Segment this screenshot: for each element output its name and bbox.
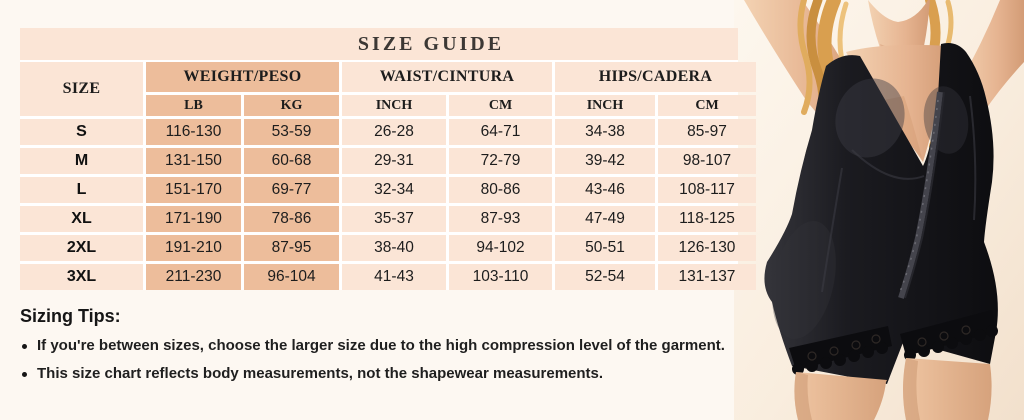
sizing-tips xyxy=(20,306,725,393)
row-3xl-size: 3XL xyxy=(20,264,143,290)
row-xl-hips-inch: 47-49 xyxy=(555,206,655,232)
page-title: SIZE GUIDE xyxy=(357,32,505,55)
row-s-lb: 116-130 xyxy=(146,119,241,145)
row-xl-hips-cm: 118-125 xyxy=(658,206,756,232)
row-l-hips-inch: 43-46 xyxy=(555,177,655,203)
size-guide-title-band xyxy=(20,28,738,60)
row-2xl-waist-inch: 38-40 xyxy=(342,235,446,261)
row-m-hips-inch: 39-42 xyxy=(555,148,655,174)
col-header-hips-cm: CM xyxy=(658,95,756,116)
row-xl-kg: 78-86 xyxy=(244,206,339,232)
row-l-waist-cm: 80-86 xyxy=(449,177,552,203)
row-s-size: S xyxy=(20,119,143,145)
row-xl-lb: 171-190 xyxy=(146,206,241,232)
col-group-waist: WAIST/CINTURA xyxy=(342,62,552,92)
size-guide-table xyxy=(20,28,738,290)
row-3xl-waist-cm: 103-110 xyxy=(449,264,552,290)
row-3xl-hips-inch: 52-54 xyxy=(555,264,655,290)
size-table-grid xyxy=(20,62,738,290)
row-xl-waist-cm: 87-93 xyxy=(449,206,552,232)
row-2xl-lb: 191-210 xyxy=(146,235,241,261)
model-photo xyxy=(734,0,1024,420)
row-m-waist-cm: 72-79 xyxy=(449,148,552,174)
row-2xl-size: 2XL xyxy=(20,235,143,261)
col-header-hips-inch: INCH xyxy=(555,95,655,116)
tip-text-1: If you're between sizes, choose the larger size due to the high compression level of the garment. xyxy=(37,337,725,354)
row-m-waist-inch: 29-31 xyxy=(342,148,446,174)
row-xl-waist-inch: 35-37 xyxy=(342,206,446,232)
row-m-hips-cm: 98-107 xyxy=(658,148,756,174)
row-m-kg: 60-68 xyxy=(244,148,339,174)
col-group-weight: WEIGHT/PESO xyxy=(146,62,339,92)
row-l-kg: 69-77 xyxy=(244,177,339,203)
row-l-size: L xyxy=(20,177,143,203)
row-3xl-waist-inch: 41-43 xyxy=(342,264,446,290)
row-s-waist-cm: 64-71 xyxy=(449,119,552,145)
model-illustration xyxy=(734,0,1024,420)
tip-item-2 xyxy=(20,364,725,384)
row-3xl-kg: 96-104 xyxy=(244,264,339,290)
col-header-lb: LB xyxy=(146,95,241,116)
row-2xl-waist-cm: 94-102 xyxy=(449,235,552,261)
row-s-kg: 53-59 xyxy=(244,119,339,145)
row-2xl-kg: 87-95 xyxy=(244,235,339,261)
row-m-lb: 131-150 xyxy=(146,148,241,174)
row-s-hips-inch: 34-38 xyxy=(555,119,655,145)
row-l-waist-inch: 32-34 xyxy=(342,177,446,203)
row-xl-size: XL xyxy=(20,206,143,232)
row-3xl-hips-cm: 131-137 xyxy=(658,264,756,290)
bullet-icon xyxy=(22,372,27,377)
col-header-kg: KG xyxy=(244,95,339,116)
col-group-hips: HIPS/CADERA xyxy=(555,62,756,92)
sizing-tips-heading: Sizing Tips: xyxy=(20,306,121,326)
col-header-size: SIZE xyxy=(20,62,143,116)
row-l-hips-cm: 108-117 xyxy=(658,177,756,203)
bullet-icon xyxy=(22,344,27,349)
row-3xl-lb: 211-230 xyxy=(146,264,241,290)
row-s-waist-inch: 26-28 xyxy=(342,119,446,145)
row-2xl-hips-cm: 126-130 xyxy=(658,235,756,261)
col-header-waist-cm: CM xyxy=(449,95,552,116)
tip-text-2: This size chart reflects body measurements, not the shapewear measurements. xyxy=(37,365,604,383)
row-2xl-hips-inch: 50-51 xyxy=(555,235,655,261)
row-m-size: M xyxy=(20,148,143,174)
col-header-waist-inch: INCH xyxy=(342,95,446,116)
row-l-lb: 151-170 xyxy=(146,177,241,203)
row-s-hips-cm: 85-97 xyxy=(658,119,756,145)
tip-item-1 xyxy=(20,336,725,356)
